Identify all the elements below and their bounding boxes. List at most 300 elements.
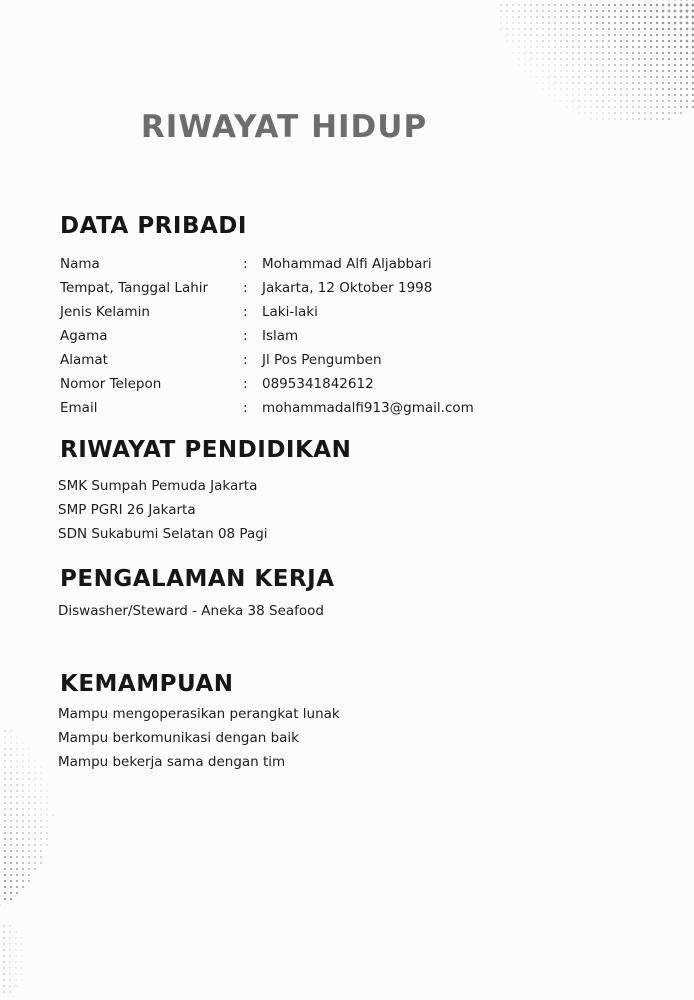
halftone-dot <box>567 101 568 102</box>
halftone-dot <box>602 52 604 54</box>
halftone-dot <box>668 76 670 78</box>
halftone-dot <box>668 16 671 19</box>
halftone-dot <box>608 106 609 107</box>
halftone-dot <box>590 76 591 77</box>
halftone-dot <box>543 89 544 90</box>
halftone-dot <box>638 112 639 113</box>
halftone-dot <box>674 28 677 31</box>
personal-data-row <box>60 252 474 276</box>
halftone-dot <box>644 106 646 108</box>
halftone-dot <box>29 749 30 750</box>
halftone-dot <box>608 10 610 12</box>
halftone-dot <box>531 71 532 72</box>
halftone-dot <box>572 28 574 30</box>
halftone-dot <box>608 40 610 42</box>
halftone-dot <box>656 106 658 108</box>
halftone-dot <box>22 832 24 834</box>
row-separator: : <box>243 352 248 368</box>
halftone-dot <box>513 41 514 42</box>
halftone-dot <box>555 83 556 84</box>
list-item: Diswasher/Steward - Aneka 38 Seafood <box>58 603 325 619</box>
halftone-dot <box>537 71 538 72</box>
halftone-dot <box>620 112 621 113</box>
halftone-dot <box>560 4 562 6</box>
halftone-dot <box>608 16 610 18</box>
halftone-dot <box>650 118 651 119</box>
halftone-dot <box>28 790 29 791</box>
halftone-dot <box>35 761 36 762</box>
halftone-dot <box>590 70 591 71</box>
halftone-dot <box>602 4 604 6</box>
halftone-dot <box>566 4 568 6</box>
halftone-dot <box>10 814 12 816</box>
halftone-dot <box>638 22 640 24</box>
halftone-dot <box>650 10 653 13</box>
halftone-dot <box>22 962 23 963</box>
halftone-dot <box>530 22 531 23</box>
halftone-dot <box>620 100 621 101</box>
halftone-dot <box>662 34 664 36</box>
halftone-dot <box>686 34 689 37</box>
halftone-dot <box>22 950 23 951</box>
halftone-dot <box>674 106 676 108</box>
halftone-dot <box>16 986 17 987</box>
halftone-dot <box>626 4 628 6</box>
halftone-dot <box>531 53 532 54</box>
halftone-dot <box>524 4 525 5</box>
halftone-dot <box>656 22 658 24</box>
halftone-dot <box>4 868 6 870</box>
halftone-dot <box>567 95 568 96</box>
halftone-dot <box>537 65 538 66</box>
halftone-dot <box>686 10 689 13</box>
halftone-dot <box>4 826 6 828</box>
halftone-dot <box>668 112 670 114</box>
halftone-dot <box>638 58 640 60</box>
halftone-dot <box>650 52 652 54</box>
halftone-dot <box>596 52 598 54</box>
halftone-dot <box>518 28 519 29</box>
halftone-dot <box>638 70 640 72</box>
halftone-dot <box>662 70 664 72</box>
halftone-dot <box>543 71 544 72</box>
halftone-dot <box>632 76 634 78</box>
halftone-dot <box>46 820 47 821</box>
halftone-dot <box>561 95 562 96</box>
halftone-dot <box>602 94 603 95</box>
halftone-dot <box>626 46 628 48</box>
personal-data-row <box>60 396 474 420</box>
halftone-dot <box>680 88 682 90</box>
halftone-dot <box>632 10 634 12</box>
halftone-dot <box>584 58 585 59</box>
halftone-dot <box>560 28 561 29</box>
halftone-dot <box>668 88 670 90</box>
halftone-dot <box>585 101 586 102</box>
halftone-dot <box>47 785 48 786</box>
halftone-dot <box>548 46 549 47</box>
halftone-dot <box>34 814 35 815</box>
halftone-dot <box>10 802 11 803</box>
halftone-dot <box>602 10 604 12</box>
halftone-dot <box>543 83 544 84</box>
halftone-dot <box>584 34 586 36</box>
list-item: Mampu mengoperasikan perangkat lunak <box>58 706 340 722</box>
halftone-dot <box>602 16 604 18</box>
row-separator: : <box>243 400 248 416</box>
halftone-dot <box>662 112 664 114</box>
halftone-dot <box>620 22 622 24</box>
halftone-dot <box>524 16 525 17</box>
halftone-dot <box>662 106 664 108</box>
halftone-dot <box>632 106 633 107</box>
halftone-dot <box>662 94 664 96</box>
halftone-dot <box>16 974 17 975</box>
halftone-dot <box>22 968 23 969</box>
halftone-dot <box>560 34 561 35</box>
halftone-dot <box>680 34 683 37</box>
halftone-dot <box>519 47 520 48</box>
halftone-dot <box>525 47 526 48</box>
halftone-dot <box>620 76 622 78</box>
halftone-dot <box>519 53 520 54</box>
halftone-dot <box>566 64 567 65</box>
halftone-dot <box>536 4 537 5</box>
halftone-dot <box>650 34 652 36</box>
halftone-dot <box>662 58 664 60</box>
halftone-dot <box>650 64 652 66</box>
halftone-dot <box>572 46 573 47</box>
halftone-dot <box>608 58 610 60</box>
halftone-dot <box>686 46 689 49</box>
halftone-dot <box>644 46 646 48</box>
halftone-dot <box>513 29 514 30</box>
halftone-dot <box>4 766 5 767</box>
halftone-dot <box>656 88 658 90</box>
halftone-dot <box>16 850 18 852</box>
halftone-dot <box>608 100 609 101</box>
work-experience-list <box>58 599 324 623</box>
halftone-dot <box>554 64 555 65</box>
halftone-dot <box>584 46 586 48</box>
halftone-dot <box>590 88 591 89</box>
halftone-dot <box>16 790 17 791</box>
halftone-dot <box>5 731 6 732</box>
halftone-dot <box>536 10 537 11</box>
halftone-dot <box>614 100 615 101</box>
halftone-dot <box>644 94 646 96</box>
halftone-dot <box>573 89 574 90</box>
halftone-dot <box>596 28 598 30</box>
halftone-dot <box>632 58 634 60</box>
halftone-dot <box>22 772 23 773</box>
halftone-dot <box>34 844 35 845</box>
halftone-dot <box>524 10 525 11</box>
halftone-dot <box>543 77 544 78</box>
halftone-dot <box>578 16 580 18</box>
halftone-dot <box>674 88 676 90</box>
halftone-dot <box>579 107 580 108</box>
halftone-dot <box>22 814 23 815</box>
halftone-dot <box>4 808 6 810</box>
section-heading-work-experience: PENGALAMAN KERJA <box>60 566 335 592</box>
section-heading-skills: KEMAMPUAN <box>60 671 234 697</box>
halftone-dot <box>579 101 580 102</box>
halftone-dot <box>578 76 579 77</box>
halftone-dot <box>590 46 592 48</box>
halftone-dot <box>16 932 17 933</box>
halftone-dot <box>650 4 653 7</box>
halftone-dot <box>548 22 549 23</box>
halftone-dot <box>40 820 41 821</box>
halftone-dot <box>23 755 24 756</box>
halftone-dot <box>4 862 6 864</box>
halftone-dot <box>626 70 628 72</box>
halftone-dot <box>674 52 676 54</box>
halftone-dot <box>548 28 549 29</box>
halftone-dot <box>40 856 41 857</box>
row-label: Nomor Telepon <box>60 376 162 392</box>
halftone-dot <box>10 886 12 888</box>
halftone-dot <box>638 106 639 107</box>
halftone-dot <box>10 844 12 846</box>
halftone-dot <box>16 766 17 767</box>
section-heading-personal-data: DATA PRIBADI <box>60 213 247 239</box>
halftone-dot <box>680 46 682 48</box>
halftone-dot <box>620 46 622 48</box>
halftone-dot <box>644 70 646 72</box>
halftone-dot <box>29 773 30 774</box>
halftone-dot <box>668 118 670 120</box>
halftone-dot <box>644 118 645 119</box>
halftone-dot <box>566 34 567 35</box>
halftone-dot <box>536 40 537 41</box>
halftone-dot <box>584 64 585 65</box>
halftone-dot <box>620 82 622 84</box>
halftone-dot <box>626 100 627 101</box>
halftone-dot <box>10 850 12 852</box>
halftone-dot <box>626 40 628 42</box>
halftone-dot <box>10 790 11 791</box>
halftone-dot <box>22 868 24 870</box>
halftone-dot <box>566 70 567 71</box>
halftone-dot <box>686 4 689 7</box>
halftone-dot <box>566 76 567 77</box>
halftone-dot <box>561 83 562 84</box>
halftone-dot <box>16 820 18 822</box>
halftone-dot <box>40 862 42 864</box>
halftone-dot <box>10 892 12 894</box>
halftone-dot <box>596 100 597 101</box>
halftone-dot <box>591 119 592 120</box>
halftone-dot <box>674 112 676 114</box>
halftone-dot <box>16 980 17 981</box>
halftone-dot <box>29 755 30 756</box>
halftone-dot <box>662 76 664 78</box>
halftone-dot <box>537 59 538 60</box>
halftone-dot <box>585 107 586 108</box>
list-item: SDN Sukabumi Selatan 08 Pagi <box>58 526 268 542</box>
halftone-dot <box>548 58 549 59</box>
halftone-dot <box>680 10 683 13</box>
halftone-dot <box>590 58 591 59</box>
halftone-dot <box>22 802 23 803</box>
halftone-dot <box>10 880 12 882</box>
halftone-dot <box>9 931 10 932</box>
halftone-dot <box>662 16 665 19</box>
halftone-dot <box>572 4 574 6</box>
halftone-dot <box>597 119 598 120</box>
halftone-dot <box>626 58 628 60</box>
halftone-dot <box>590 22 592 24</box>
halftone-dot <box>34 808 35 809</box>
halftone-dot <box>674 94 676 96</box>
halftone-dot <box>686 64 688 66</box>
halftone-dot <box>512 16 513 17</box>
halftone-dot <box>668 40 670 42</box>
halftone-dot <box>578 58 579 59</box>
halftone-dot <box>507 23 508 24</box>
halftone-dot <box>608 34 610 36</box>
halftone-dot <box>28 820 29 821</box>
halftone-dot <box>662 22 665 25</box>
halftone-dot <box>512 22 513 23</box>
halftone-dot <box>531 47 532 48</box>
halftone-dot <box>40 838 41 839</box>
halftone-dot <box>650 40 652 42</box>
halftone-dot <box>23 767 24 768</box>
halftone-dot <box>28 832 29 833</box>
halftone-dot <box>602 70 603 71</box>
halftone-dot <box>680 100 682 102</box>
halftone-dot <box>35 773 36 774</box>
halftone-dot <box>626 16 628 18</box>
halftone-dot <box>531 65 532 66</box>
halftone-dot <box>530 40 531 41</box>
halftone-dot <box>632 118 633 119</box>
halftone-dot <box>620 4 622 6</box>
halftone-dot <box>656 16 659 19</box>
halftone-dot <box>632 22 634 24</box>
halftone-dot <box>650 106 652 108</box>
halftone-dot <box>650 70 652 72</box>
row-value: 0895341842612 <box>262 376 374 392</box>
halftone-dot <box>28 796 29 797</box>
halftone-dot <box>512 10 513 11</box>
halftone-dot <box>22 980 23 981</box>
halftone-dot <box>614 22 616 24</box>
halftone-dot <box>620 16 622 18</box>
halftone-dot <box>506 4 507 5</box>
halftone-dot <box>536 46 537 47</box>
halftone-dot <box>34 826 35 827</box>
halftone-dot <box>41 797 42 798</box>
halftone-dot <box>10 832 12 834</box>
halftone-dot <box>28 808 29 809</box>
halftone-dot <box>554 58 555 59</box>
halftone-dot <box>10 856 12 858</box>
halftone-dot <box>524 34 525 35</box>
halftone-dot <box>626 112 627 113</box>
halftone-dot <box>3 961 4 962</box>
halftone-dot <box>662 88 664 90</box>
halftone-dot <box>4 880 6 882</box>
halftone-dot <box>614 76 616 78</box>
halftone-dot <box>602 22 604 24</box>
halftone-dot <box>608 28 610 30</box>
halftone-dot <box>536 34 537 35</box>
row-label: Alamat <box>60 352 108 368</box>
halftone-dot <box>16 778 17 779</box>
halftone-dot <box>686 22 689 25</box>
halftone-dot <box>3 985 4 986</box>
halftone-dot <box>22 862 24 864</box>
halftone-dot <box>9 925 10 926</box>
halftone-dot <box>626 52 628 54</box>
halftone-dot <box>674 34 677 37</box>
halftone-dot <box>578 4 580 6</box>
halftone-dot <box>638 4 640 6</box>
halftone-dot <box>680 22 683 25</box>
halftone-dot <box>548 4 550 6</box>
halftone-dot <box>656 28 658 30</box>
halftone-dot <box>668 100 670 102</box>
halftone-dot <box>632 4 634 6</box>
halftone-dot <box>4 856 6 858</box>
halftone-dot <box>644 58 646 60</box>
halftone-dot <box>584 28 586 30</box>
halftone-dot <box>680 112 682 114</box>
halftone-dot <box>686 88 688 90</box>
halftone-dot <box>608 76 609 77</box>
halftone-dot <box>542 46 543 47</box>
halftone-dot <box>680 106 682 108</box>
halftone-dot <box>644 28 646 30</box>
halftone-dot <box>590 82 591 83</box>
halftone-dot <box>644 22 646 24</box>
halftone-dot <box>17 737 18 738</box>
halftone-dot <box>632 100 633 101</box>
halftone-dot <box>686 16 689 19</box>
halftone-dot <box>4 844 6 846</box>
halftone-dot <box>566 46 567 47</box>
halftone-dot <box>542 22 543 23</box>
row-separator: : <box>243 328 248 344</box>
halftone-dot <box>632 52 634 54</box>
halftone-dot <box>656 100 658 102</box>
halftone-dot <box>16 868 18 870</box>
halftone-dot <box>47 797 48 798</box>
halftone-dot <box>632 82 634 84</box>
halftone-dot <box>662 28 664 30</box>
halftone-dot <box>632 112 633 113</box>
halftone-dot <box>638 16 640 18</box>
halftone-dot <box>644 100 646 102</box>
halftone-dot <box>3 943 4 944</box>
halftone-dot <box>680 16 683 19</box>
halftone-dot <box>572 82 573 83</box>
halftone-dot <box>590 10 592 12</box>
halftone-dot <box>614 82 615 83</box>
halftone-dot <box>578 82 579 83</box>
halftone-dot <box>542 4 544 6</box>
halftone-dot <box>596 64 597 65</box>
halftone-dot <box>572 34 574 36</box>
halftone-dot <box>3 967 4 968</box>
skills-list <box>58 702 340 774</box>
halftone-dot <box>16 832 18 834</box>
halftone-dot <box>584 10 586 12</box>
